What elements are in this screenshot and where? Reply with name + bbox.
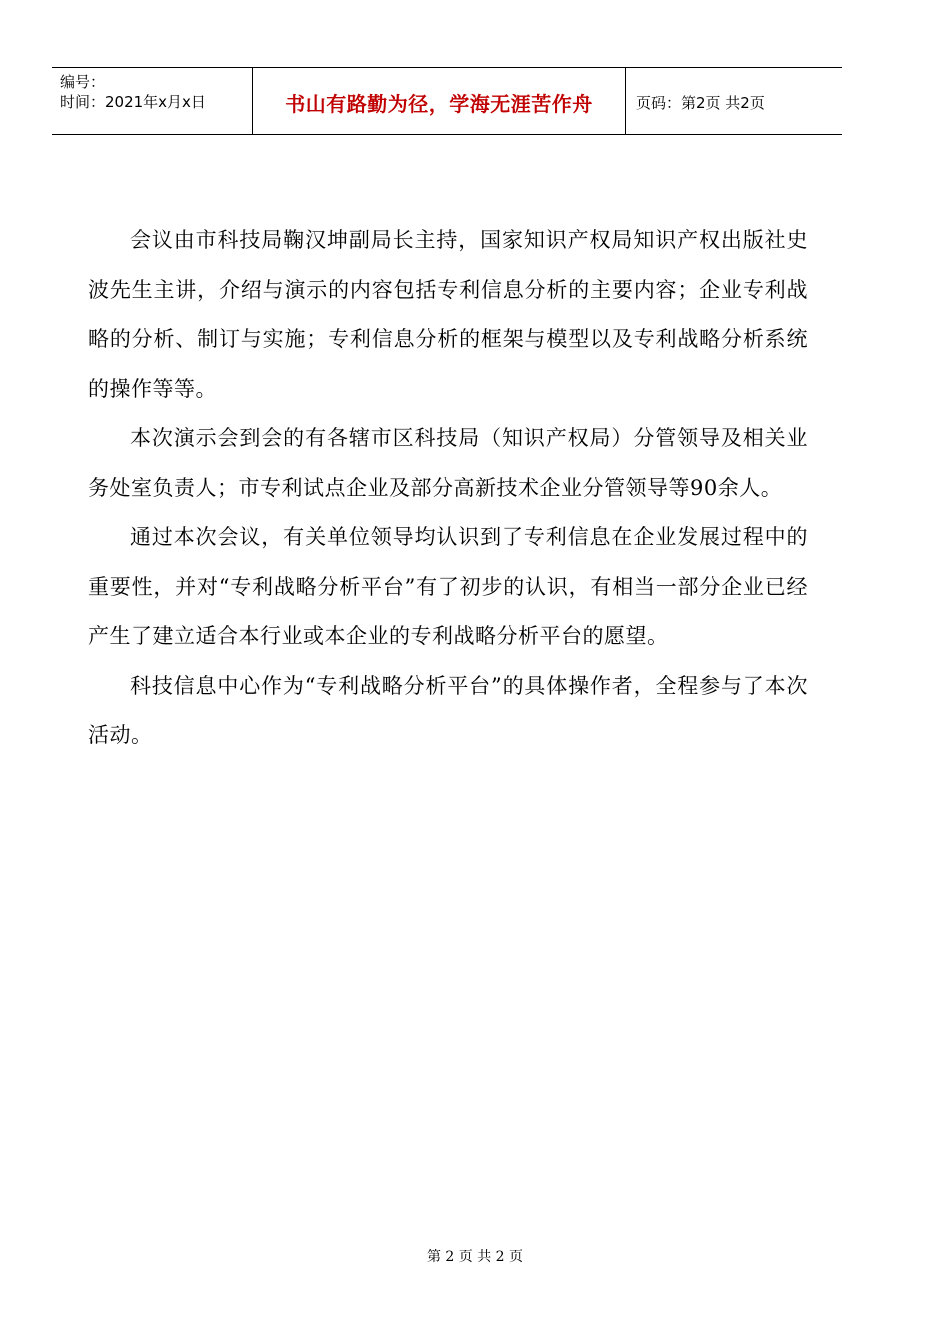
document-number-label: 编号： (60, 73, 106, 91)
header-motto: 书山有路勤为径，学海无涯苦作舟 (285, 92, 593, 116)
paragraph: 会议由市科技局鞠汉坤副局长主持，国家知识产权局知识产权出版社史波先生主讲，介绍与演示的内容包括专利信息分析的主要内容；企业专利战略的分析、制订与实施；专利信息分析的框架与模型以及专利战略分析系统的操作等等。 (88, 228, 808, 401)
document-body (88, 216, 808, 761)
header-motto-cell (253, 68, 626, 134)
header-page-info-cell (626, 68, 842, 134)
header-meta (52, 68, 253, 134)
document-time-label: 时间：2021年x月x日 (60, 93, 206, 111)
header-page-info: 页码：第2页 共2页 (636, 94, 765, 112)
paragraph: 科技信息中心作为“专利战略分析平台”的具体操作者，全程参与了本次活动。 (88, 673, 808, 747)
paragraph: 通过本次会议，有关单位领导均认识到了专利信息在企业发展过程中的重要性，并对“专利战略分析平台”有了初步的认识，有相当一部分企业已经产生了建立适合本行业或本企业的专利战略分析平台的愿望。 (88, 525, 808, 648)
paragraph: 本次演示会到会的有各辖市区科技局（知识产权局）分管领导及相关业务处室负责人；市专利试点企业及部分高新技术企业分管领导等90余人。 (88, 426, 808, 500)
page-footer: 第 2 页 共 2 页 (426, 1249, 524, 1265)
page-header (52, 67, 842, 135)
